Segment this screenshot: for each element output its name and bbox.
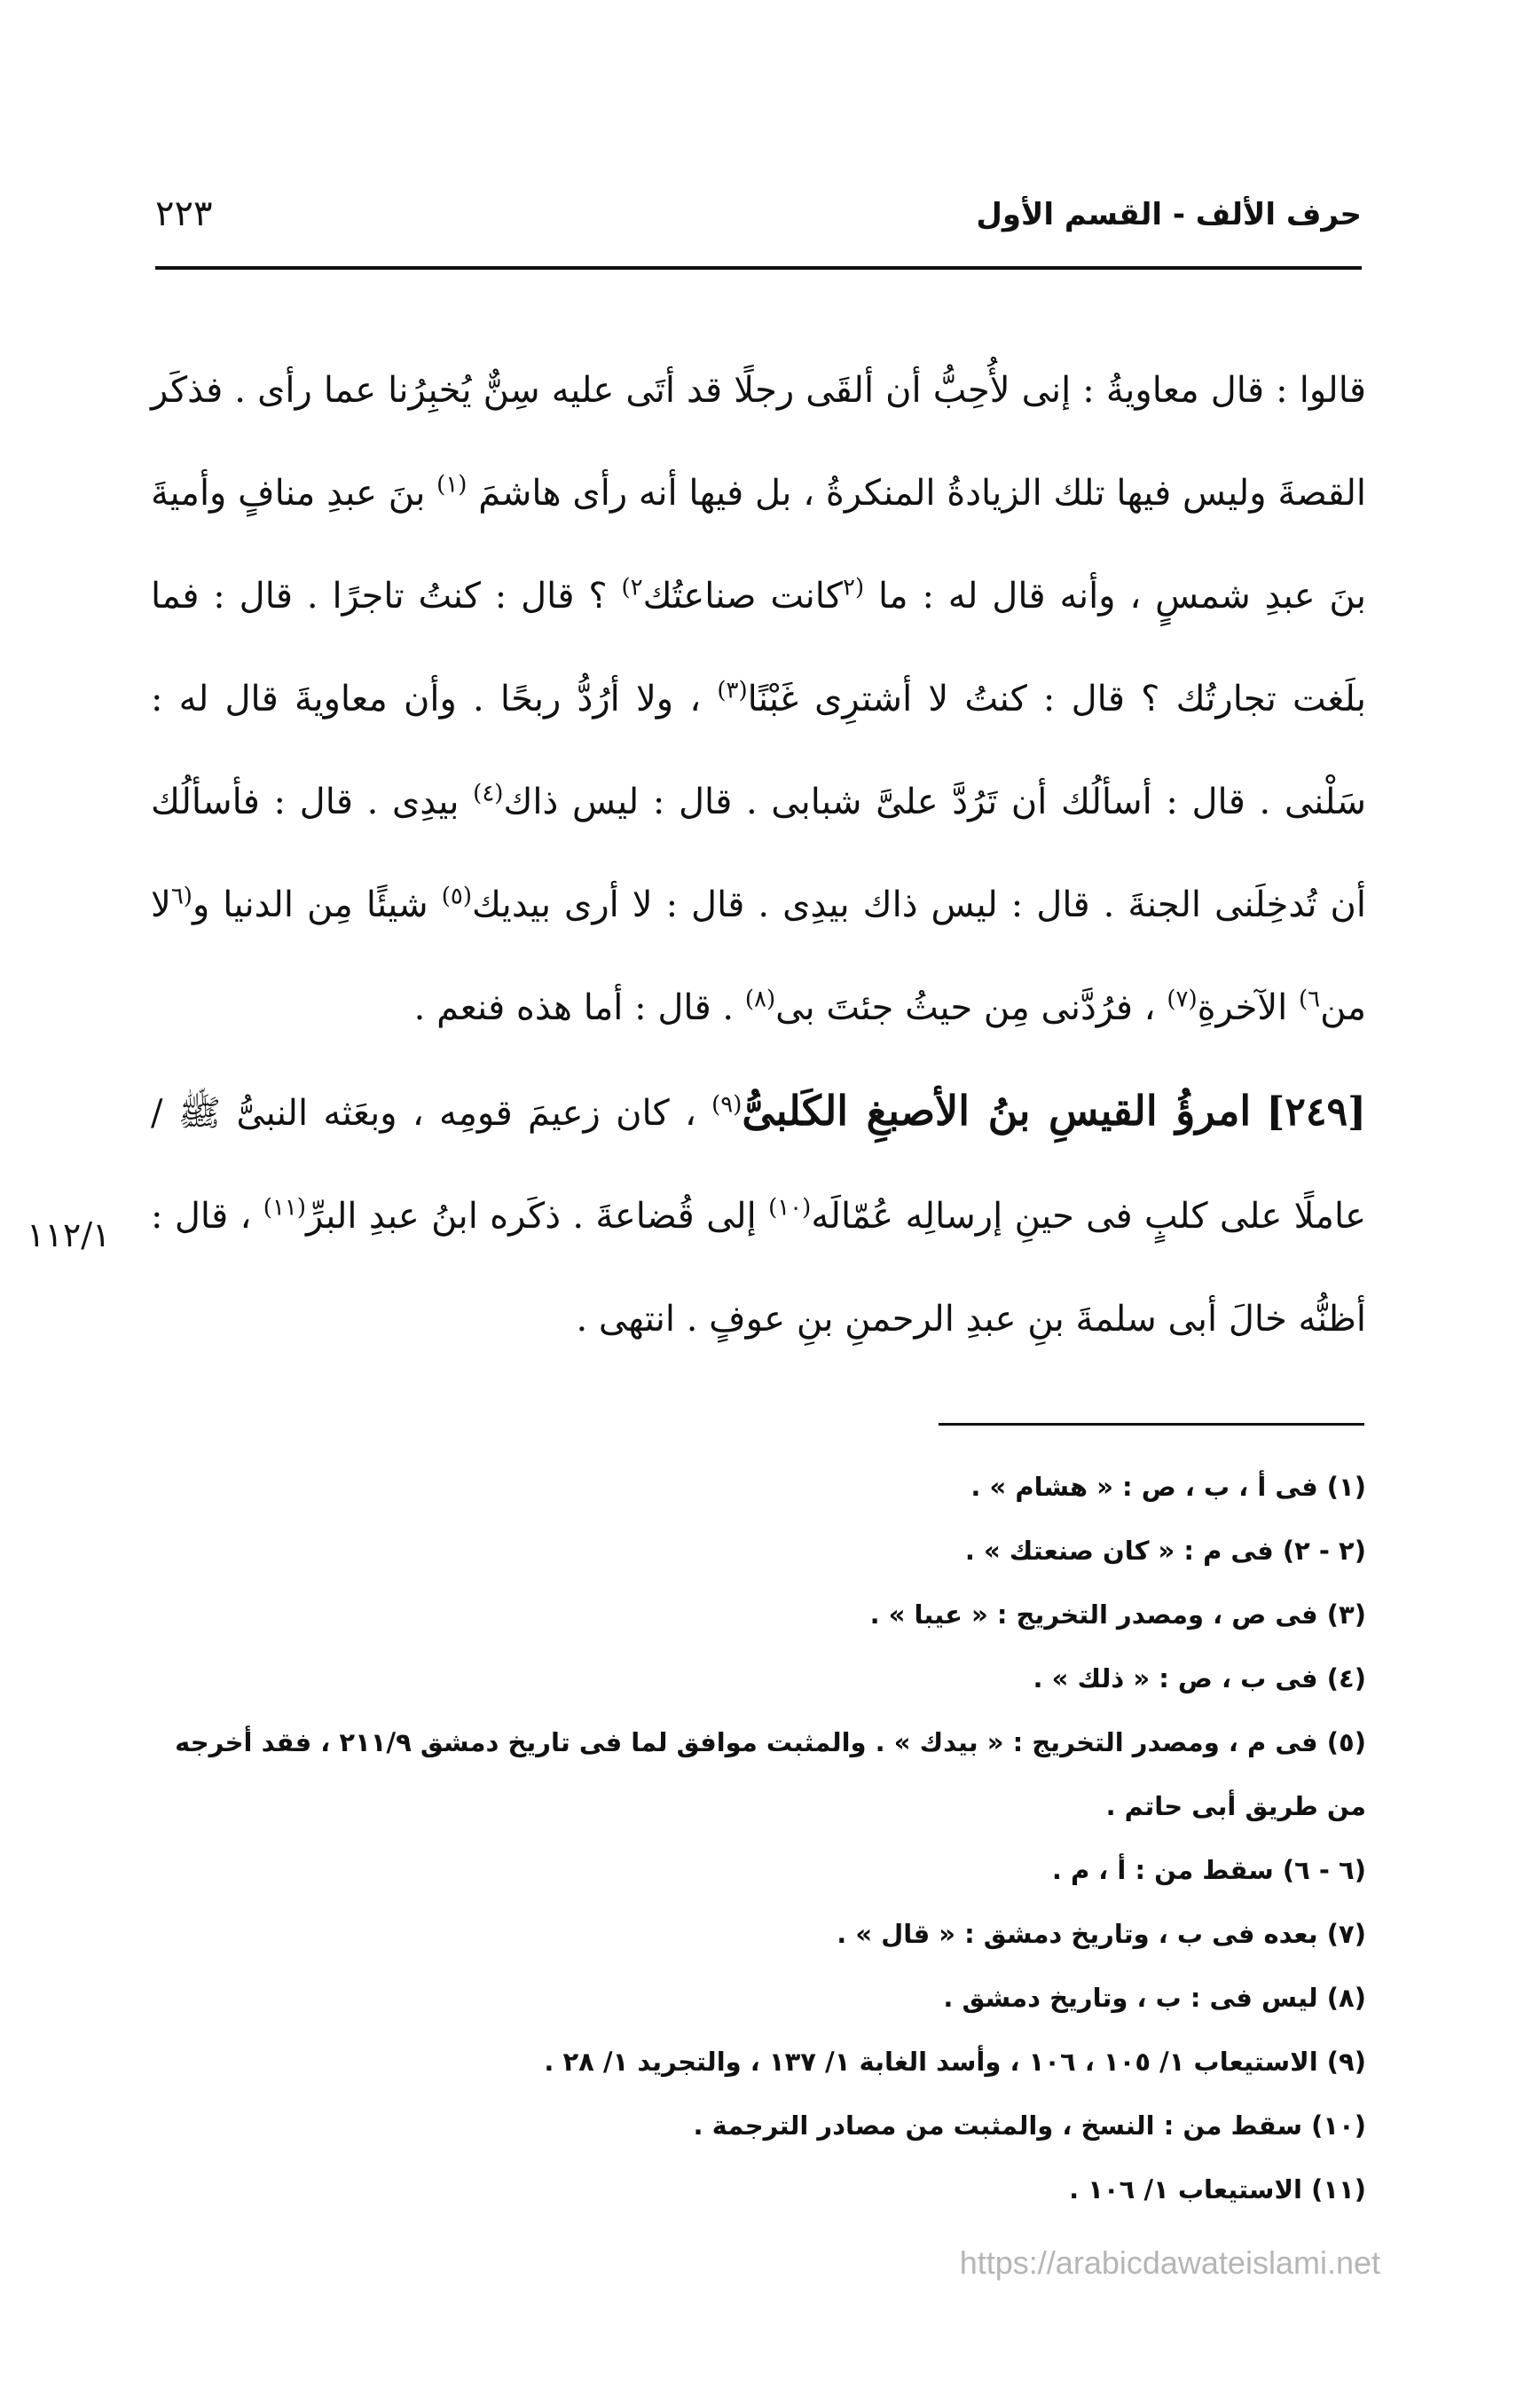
text-run: بيدِى . قال : فأسألُك أن تُدخِلَنى الجنةَ . قال : ليس ذاك بيدِى . قال : لا أرى بيديك	[151, 782, 1367, 925]
text-run: ، قال : أظنُّه خالَ أبى سلمةَ بنِ عبدِ الرحمنِ بنِ عوفٍ . انتهى .	[151, 1196, 1366, 1340]
text-run: لا من	[151, 884, 1366, 1028]
footnote: (٧) بعده فى ب ، وتاريخ دمشق : « قال » .	[837, 1919, 1366, 1949]
text-run: بنَ عبدِ منافٍ وأميةَ بنَ عبدِ شمسٍ ، وأنه قال له : ما	[151, 473, 1367, 617]
text-run: قالوا : قال معاويةُ : إنى لأُحِبُّ أن ألقَى رجلًا قد أتَى عليه سِنٌّ يُخبِرُنا عما رأى . فذكَر القصةَ وليس فيها تلك الزيادةُ المنكرةُ ، بل فيها أنه رأى هاشمَ	[151, 370, 1366, 514]
running-title: حرف الألف - القسم الأول	[976, 197, 1362, 232]
footnote: (٨) ليس فى : ب ، وتاريخ دمشق .	[943, 1983, 1366, 2013]
footnote-ref: ٦)	[1299, 986, 1321, 1013]
text-run: الآخرةِ	[1197, 987, 1288, 1028]
footnote: (٢ - ٢) فى م : « كان صنعتك » .	[964, 1536, 1366, 1566]
footnote: (١) فى أ ، ب ، ص : « هشام » .	[970, 1472, 1366, 1502]
footnote-ref: (١٠)	[768, 1194, 812, 1222]
entry-249	[151, 1059, 1366, 1371]
header-rule	[155, 266, 1362, 270]
page-number: ٢٢٣	[155, 193, 213, 234]
footnote-ref: (١)	[436, 471, 468, 499]
text-run: ، فرُدَّنى مِن حيثُ جئتَ بى	[775, 987, 1156, 1028]
footnote-ref: ٢)	[621, 574, 643, 601]
footnote: (١١) الاستيعاب ١/ ١٠٦ .	[1069, 2174, 1366, 2204]
entry-number: [٢٤٩]	[1266, 1089, 1366, 1135]
text-run: كانت صناعتُك	[642, 576, 843, 617]
footnote-ref: (٢	[842, 574, 865, 601]
footnote-ref: (٥)	[441, 883, 472, 910]
footnote: (٦ - ٦) سقط من : أ ، م .	[1051, 1855, 1366, 1885]
footnote-ref: (٩)	[711, 1091, 742, 1119]
page-header	[155, 188, 1362, 250]
footnote-ref: (٨)	[744, 986, 776, 1013]
text-run: ، كان زعيمَ قومِه ، وبعَثه النبىُّ ﷺ / عاملًا على كلبٍ فى حينِ إرسالِه عُمّالَه	[151, 1093, 1367, 1237]
text-run: ؟ قال : كنتُ تاجرًا . قال : فما بلَغت تجارتُك ؟ قال : كنتُ لا أشترِى غَبْنًا	[151, 576, 1366, 719]
watermark-url: https://arabicdawateislami.net	[959, 2244, 1380, 2281]
footnote-ref: (٤)	[473, 780, 504, 807]
footnote: (٩) الاستيعاب ١/ ١٠٥ ، ١٠٦ ، وأسد الغابة ١/ ١٣٧ ، والتجريد ١/ ٢٨ .	[544, 2047, 1366, 2077]
footnote-ref: (٧)	[1167, 986, 1198, 1013]
footnote-ref: (٣)	[717, 677, 748, 704]
footnote: (٥) فى م ، ومصدر التخريج : « بيدك » . والمثبت موافق لما فى تاريخ دمشق ٢١١/٩ ، فقد أخرجه من طريق أبى حاتم .	[175, 1727, 1366, 1821]
entry-name: امرؤُ القيسِ بنُ الأصبغِ الكَلبىُّ	[742, 1087, 1252, 1135]
footnote-ref: (١١)	[263, 1194, 307, 1222]
text-run: إلى قُضاعةَ . ذكَره ابنُ عبدِ البرِّ	[306, 1196, 757, 1237]
text-run: . قال : أما هذه فنعم .	[413, 987, 735, 1028]
footnote: (٤) فى ب ، ص : « ذلك » .	[1033, 1663, 1366, 1694]
manuscript-folio-marker: ١١٢/١	[27, 1215, 111, 1254]
footnote-rule	[939, 1423, 1364, 1426]
footnotes	[151, 1455, 1366, 2221]
footnote: (٣) فى ص ، ومصدر التخريج : « عيبا » .	[869, 1599, 1366, 1630]
footnote-ref: (٦	[170, 883, 192, 910]
text-run: ، ولا أرُدُّ ربحًا . وأن معاويةَ قال له : سَلْنى . قال : أسألُك أن تَرُدَّ علىَّ شبابى . قال : ليس ذاك	[151, 679, 1367, 822]
paragraph-story	[151, 339, 1366, 1059]
main-text	[151, 339, 1366, 1371]
footnote: (١٠) سقط من : النسخ ، والمثبت من مصادر الترجمة .	[693, 2110, 1366, 2141]
text-run: شيئًا مِن الدنيا و	[192, 884, 428, 925]
